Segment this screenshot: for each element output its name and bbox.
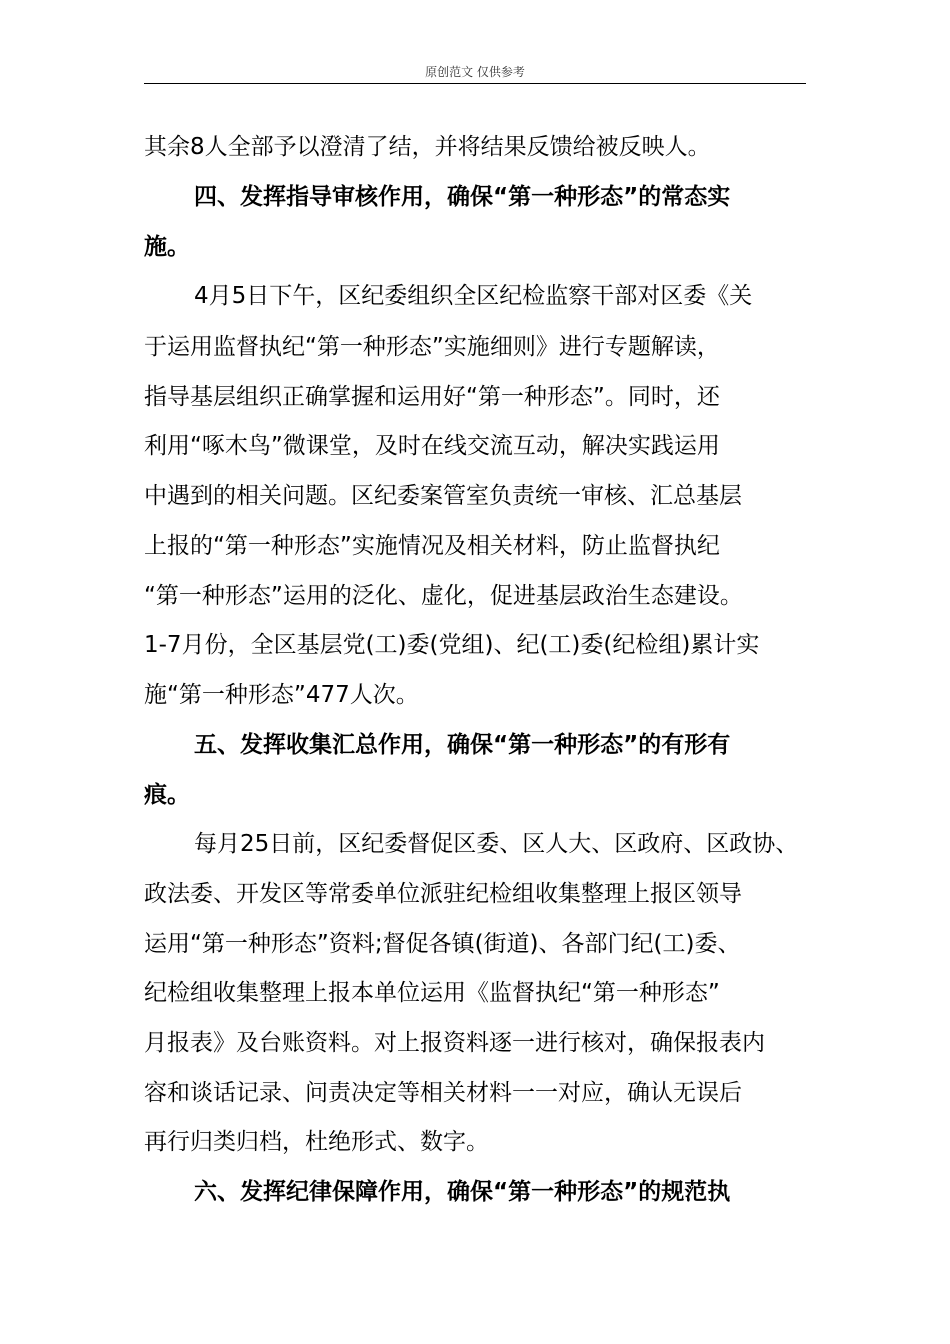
paragraph-line: 利用“啄木鸟”微课堂，及时在线交流互动，解决实践运用 bbox=[144, 433, 720, 459]
page-header: 原创范文 仅供参考 bbox=[425, 65, 525, 79]
paragraph-line: 于运用监督执纪“第一种形态”实施细则》进行专题解读， bbox=[144, 334, 720, 360]
paragraph-line: 月报表》及台账资料。对上报资料逐一进行核对，确保报表内 bbox=[144, 1030, 765, 1056]
paragraph-line: 指导基层组织正确掌握和运用好“第一种形态”。同时，还 bbox=[144, 384, 720, 410]
paragraph-line: 每月25日前，区纪委督促区委、区人大、区政府、区政协、 bbox=[194, 831, 799, 857]
paragraph-line: 中遇到的相关问题。区纪委案管室负责统一审核、汇总基层 bbox=[144, 483, 742, 509]
paragraph-line: 运用“第一种形态”资料;督促各镇(街道)、各部门纪(工)委、 bbox=[144, 931, 741, 957]
paragraph-line: 容和谈话记录、问责决定等相关材料一一对应，确认无误后 bbox=[144, 1080, 742, 1106]
section-heading-line: 四、发挥指导审核作用，确保“第一种形态”的常态实 bbox=[194, 184, 731, 210]
paragraph-line: 纪检组收集整理上报本单位运用《监督执纪“第一种形态” bbox=[144, 980, 720, 1006]
section-heading-line: 五、发挥收集汇总作用，确保“第一种形态”的有形有 bbox=[194, 732, 731, 758]
header-divider bbox=[144, 83, 806, 84]
paragraph-line: 其余8人全部予以澄清了结，并将结果反馈给被反映人。 bbox=[144, 134, 711, 160]
section-heading-line: 六、发挥纪律保障作用，确保“第一种形态”的规范执 bbox=[194, 1179, 731, 1205]
section-heading-line: 施。 bbox=[144, 234, 190, 260]
paragraph-line: 再行归类归档，杜绝形式、数字。 bbox=[144, 1129, 489, 1155]
paragraph-line: 政法委、开发区等常委单位派驻纪检组收集整理上报区领导 bbox=[144, 881, 742, 907]
paragraph-line: 上报的“第一种形态”实施情况及相关材料，防止监督执纪 bbox=[144, 533, 720, 559]
paragraph-line: 施“第一种形态”477人次。 bbox=[144, 682, 419, 708]
paragraph-line: 4月5日下午，区纪委组织全区纪检监察干部对区委《关 bbox=[194, 283, 753, 309]
section-heading-line: 痕。 bbox=[144, 782, 190, 808]
paragraph-line: 1-7月份，全区基层党(工)委(党组)、纪(工)委(纪检组)累计实 bbox=[144, 632, 760, 658]
paragraph-line: “第一种形态”运用的泛化、虚化，促进基层政治生态建设。 bbox=[144, 583, 743, 609]
